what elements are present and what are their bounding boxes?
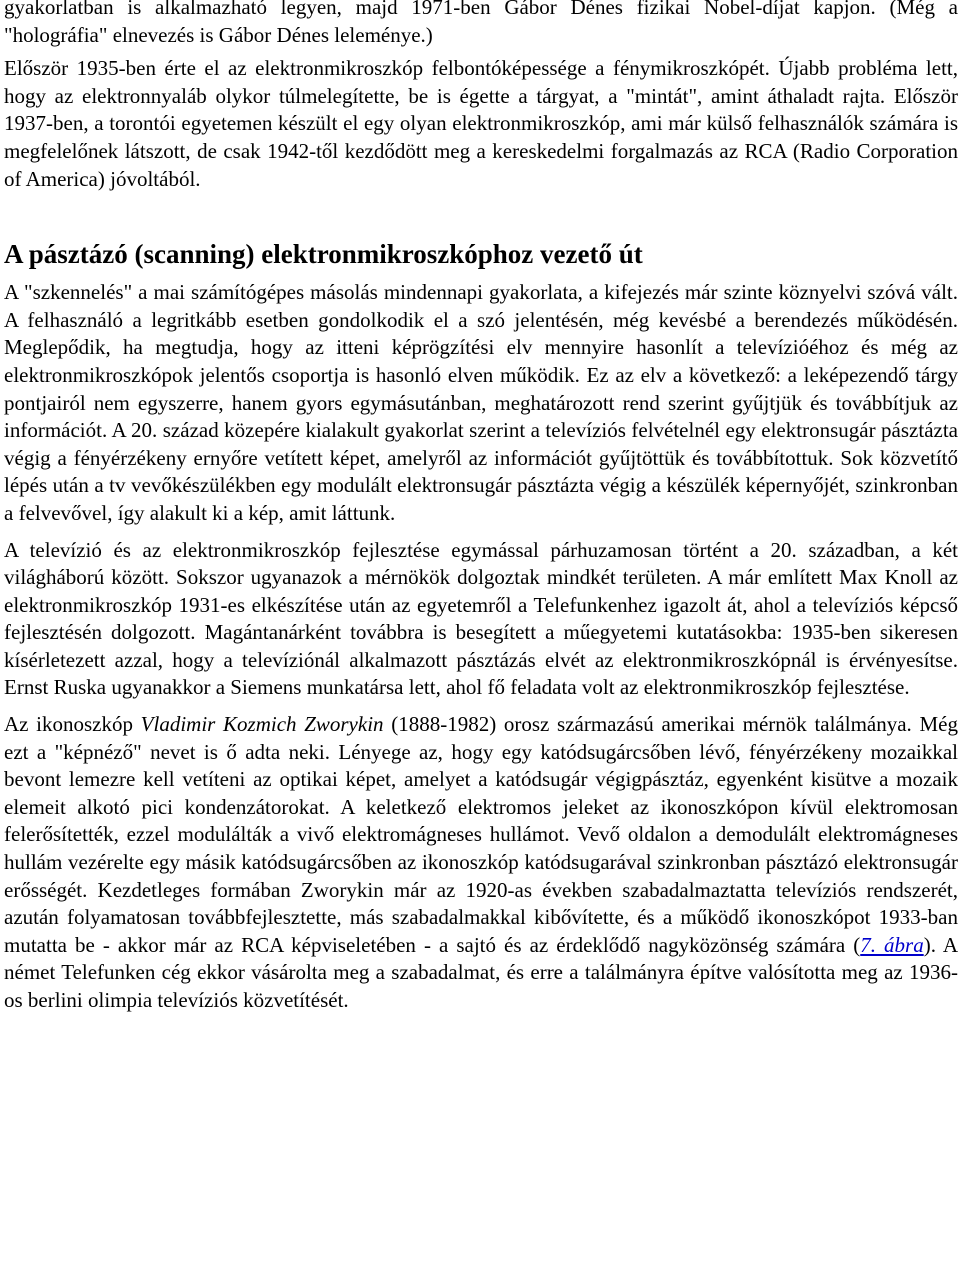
zworykin-name: Vladimir Kozmich Zworykin (140, 712, 384, 737)
paragraph-televizio-fejlesztes: A televízió és az elektronmikroszkóp fejlesztése egymással párhuzamosan történt a 20. században, a két világháború között. Sokszor ugyanazok a mérnökök dolgoztak mindkét területen. A már említett Max Knoll az elektronmikroszkóp 1931-es elkészítése után az egyetemről a Telefunkenhez igazolt át, ahol a televíziós képcső fejlesztésén dolgozott. Magántanárként továbbra is besegített a műegyetemi kutatásokba: 1935-ben sikeresen kísérletezett azzal, hogy a televíziónál alkalmazott pásztázás elvét az elektronmikroszkópnál is érvényesítse. Ernst Ruska ugyanakkor a Siemens munkatársa lett, ahol fő feladata volt az elektronmikroszkóp fejlesztése. (4, 537, 958, 700)
figure-7-link[interactable]: 7. ábra (860, 932, 924, 957)
paragraph-felbontokepesseg: Először 1935-ben érte el az elektronmikroszkóp felbontóképessége a fénymikroszkópét. Újabb probléma lett, hogy az elektronnyaláb olykor túlmelegítette, be is égette a tárgyat, a "mintát", amint áthaladt rajta. Először 1937-ben, a torontói egyetemen készült el egy olyan elektronmikroszkóp, ami már külső felhasználók számára is megfelelőnek látszott, de csak 1942-től kezdődött meg a kereskedelmi forgalmazás az RCA (Radio Corporation of America) jóvoltából. (4, 56, 958, 191)
ikonoszkop-text-start: Az ikonoszkóp (4, 712, 141, 737)
paragraph-holografia: gyakorlatban is alkalmazható legyen, majd 1971-ben Gábor Dénes fizikai Nobel-díjat kapjon. (Még a "holográfia" elnevezés is Gábor Dénes leleménye.) (4, 0, 958, 47)
ikonoszkop-text-end: ). A német Telefunken cég ekkor vásárolta meg a szabadalmat, és erre a találmányra építve valósította meg az 1936-os berlini olimpia televíziós közvetítését. (4, 932, 958, 1012)
ikonoszkop-text-middle: (1888-1982) orosz származású amerikai mérnök találmánya. Még ezt a "képnéző" nevet is ő adta neki. Lényege az, hogy egy katódsugárcsőben lévő, fényérzékeny mozaikkal bevont lemezre kell vetíteni az optikai képet, amelyet a katódsugár végigpásztáz, egyenként kisütve a mozaik elemeit alkotó pici kondenzátorokat. A keletkező elektromos jeleket az ikonoszkópon kívül elektromosan felerősítették, ezzel modulálták a vivő elektromágneses hullámot. Vevő oldalon a demodulált elektromágneses hullám vezérelte egy másik katódsugárcsőben az ikonoszkóp katódsugarával szinkronban pásztázó elektronsugár erősségét. Kezdetleges formában Zworykin már az 1920-as években szabadalmaztatta televíziós rendszerét, azután folyamatosan továbbfejlesztette, más szabadalmakkal kibővítette, és a működő ikonoszkópot 1933-ban mutatta be - akkor már az RCA képviseletében - a sajtó és az érdeklődő nagyközönség számára ( (4, 712, 958, 957)
section-heading: A pásztázó (scanning) elektronmikroszkóphoz vezető út (4, 239, 643, 270)
paragraph-ikonoszkop (4, 711, 958, 1015)
paragraph-szkenneles: A "szkennelés" a mai számítógépes másolás mindennapi gyakorlata, a kifejezés már szinte köznyelvi szóvá vált. A felhasználó a legritkább esetben gondolkodik el a szó jelentésén, még kevésbé a berendezés működésén. Meglepődik, ha megtudja, hogy az itteni képrögzítési elv mennyire hasonlít a televízióéhoz és még az elektronmikroszkópok jelentős csoportja is hasonló elven működik. Ez az elv a következő: a leképezendő tárgy pontjairól nem egyszerre, hanem gyors egymásutánban, meghatározott rend szerint gyűjtjük és továbbítjuk az információt. A 20. század közepére kialakult gyakorlat szerint a televíziós felvételnél egy elektronsugár pásztázta végig a fényérzékeny ernyőre vetített képet, amelyről az információt gyűjtöttük és továbbítottuk. Sok közvetítő lépés után a tv vevőkészülékben egy modulált elektronsugár pásztázta végig a készülék képernyőjét, szinkronban a felvevővel, így alakult ki a kép, amit láttunk. (4, 280, 958, 525)
